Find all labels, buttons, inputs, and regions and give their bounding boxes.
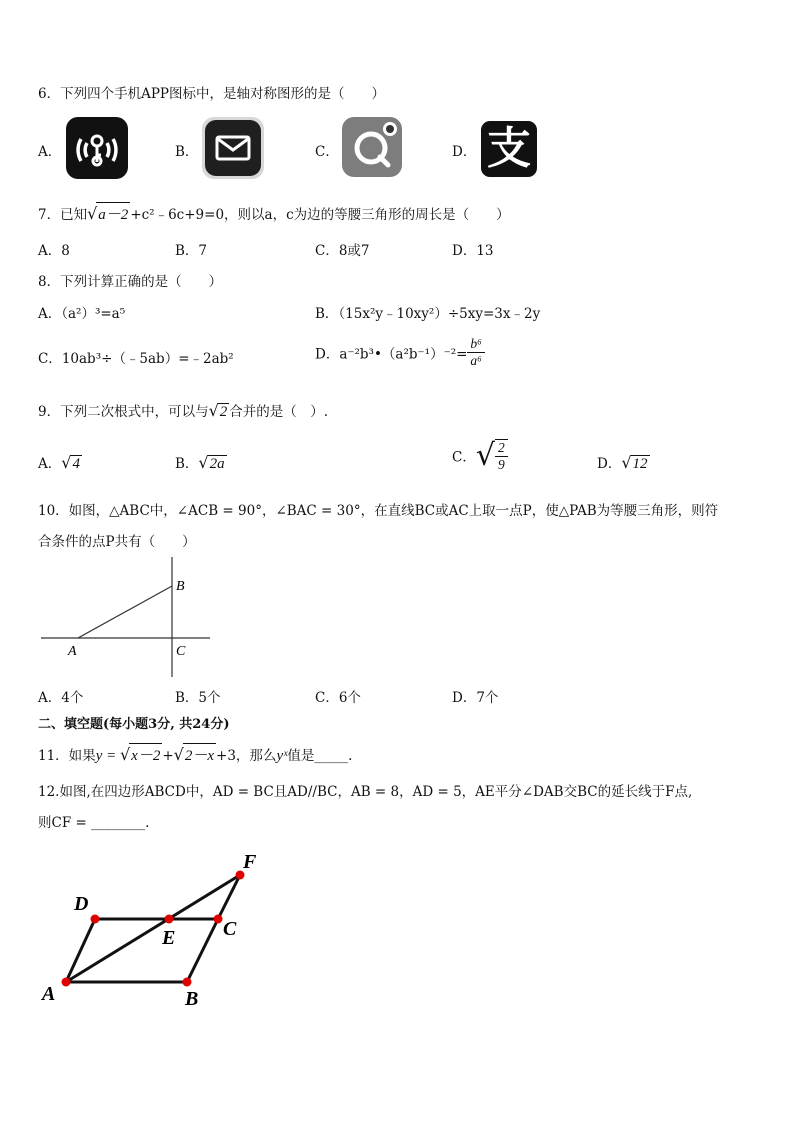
q10-label-c: C [176, 644, 186, 659]
q8-option-a: A．（a²）³=a⁵ [38, 306, 126, 322]
q9-option-a: A．√4 [38, 453, 80, 472]
q6-option-d-letter: D． [452, 144, 477, 160]
q11-prefix: 11．如果 [38, 748, 96, 764]
q11-rad1: x－2 [129, 743, 162, 765]
q6-option-c-letter: C． [315, 144, 339, 160]
q7-radicand: a－2 [96, 202, 130, 224]
q7-option-c: C．8或7 [315, 243, 370, 259]
q11-tail: +3，那么 [216, 748, 277, 764]
q10-label-a: A [68, 644, 77, 659]
q9-stem-b: 合并的是（ ）. [229, 404, 329, 420]
q9-option-a-rad: 4 [72, 456, 80, 472]
q11-rad2: 2－x [183, 743, 216, 765]
q11-yx: yˣ [276, 748, 288, 764]
q12-label-e: E [162, 927, 176, 949]
q10-triangle-figure [38, 555, 213, 680]
q9-option-a-label: A． [38, 456, 62, 472]
q6-option-b-letter: B． [175, 144, 199, 160]
q9-stem-a: 9．下列二次根式中，可以与 [38, 404, 209, 420]
q8-stem: 8．下列计算正确的是（ ） [38, 274, 223, 290]
q9-stem: 9．下列二次根式中，可以与√2 合并的是（ ）. [38, 401, 329, 420]
q7-option-d: D．13 [452, 243, 494, 259]
mail-icon [202, 117, 264, 179]
q12-label-d: D [74, 893, 89, 915]
q8-option-c: C．10ab³÷（﹣5ab）=﹣2ab² [38, 351, 234, 367]
q12-label-c: C [223, 918, 237, 940]
q9-option-c-den: 9 [497, 456, 505, 472]
q11-y: y = [95, 748, 120, 764]
q6-stem: 6．下列四个手机APP图标中，是轴对称图形的是（ ） [38, 86, 386, 102]
q7-stem: 7．已知√a－2 +c²﹣6c+9=0，则以a，c为边的等腰三角形的周长是（ ） [38, 204, 510, 223]
q10-option-b: B．5个 [175, 690, 221, 706]
q7-suffix: +c²﹣6c+9=0，则以a，c为边的等腰三角形的周长是（ ） [130, 207, 510, 223]
q11-suffix: 值是_____. [287, 748, 353, 764]
q11-plus: + [162, 748, 174, 764]
q8-option-d-num: b⁶ [467, 336, 484, 353]
q10-option-d: D．7个 [452, 690, 499, 706]
q12-parallelogram-figure [30, 845, 275, 1015]
q8-option-d [315, 336, 485, 369]
q12-label-a: A [42, 983, 56, 1005]
section-title: 二、填空题(每小题3分, 共24分) [38, 717, 230, 732]
wifi-key-icon [66, 117, 128, 179]
q9-option-b-label: B． [175, 456, 199, 472]
alipay-icon [481, 121, 537, 177]
q9-option-b: B．√2a [175, 453, 225, 472]
q9-option-b-rad: 2a [209, 456, 225, 472]
q10-line2: 合条件的点P共有（ ） [38, 534, 196, 550]
q9-option-c-label: C． [452, 449, 476, 466]
q7-prefix: 7．已知 [38, 207, 88, 223]
alipay-char: 支 [487, 123, 531, 174]
q8-option-b: B．（15x²y﹣10xy²）÷5xy=3x﹣2y [315, 306, 541, 322]
q8-option-d-text: D．a⁻²b³•（a²b⁻¹）⁻²= [315, 346, 468, 363]
q7-option-b: B．7 [175, 243, 208, 259]
q12-line2: 则CF = ________. [38, 815, 150, 831]
q8-option-d-den: a⁶ [470, 353, 482, 368]
q10-label-b: B [176, 579, 185, 594]
q7-option-a: A．8 [38, 243, 70, 259]
q10-line1: 10．如图，△ABC中，∠ACB = 90°，∠BAC = 30°，在直线BC或AC上取一点P，使△PAB为等腰三角形，则符 [38, 503, 719, 519]
q6-option-a-letter: A． [38, 144, 62, 160]
q10-option-a: A．4个 [38, 690, 84, 706]
q12-line1: 12.如图,在四边形ABCD中，AD = BC且AD//BC，AB = 8，AD = 5，AE平分∠DAB交BC的延长线于F点, [38, 784, 693, 800]
q9-option-d: D．√12 [597, 453, 648, 472]
search-q-icon [342, 117, 402, 177]
q9-option-c: C．√ $\frac{2}{9}$ [452, 438, 508, 473]
q12-label-b: B [185, 988, 199, 1010]
q9-option-c-num: 2 [495, 440, 508, 457]
q9-stem-rad: 2 [219, 404, 228, 420]
q9-option-d-rad: 12 [632, 456, 648, 472]
q9-option-d-label: D． [597, 456, 622, 472]
q11-stem: 11．如果y = √x－2 +√2－x +3，那么yˣ值是_____. [38, 745, 353, 764]
q10-option-c: C．6个 [315, 690, 361, 706]
q12-label-f: F [243, 851, 257, 873]
